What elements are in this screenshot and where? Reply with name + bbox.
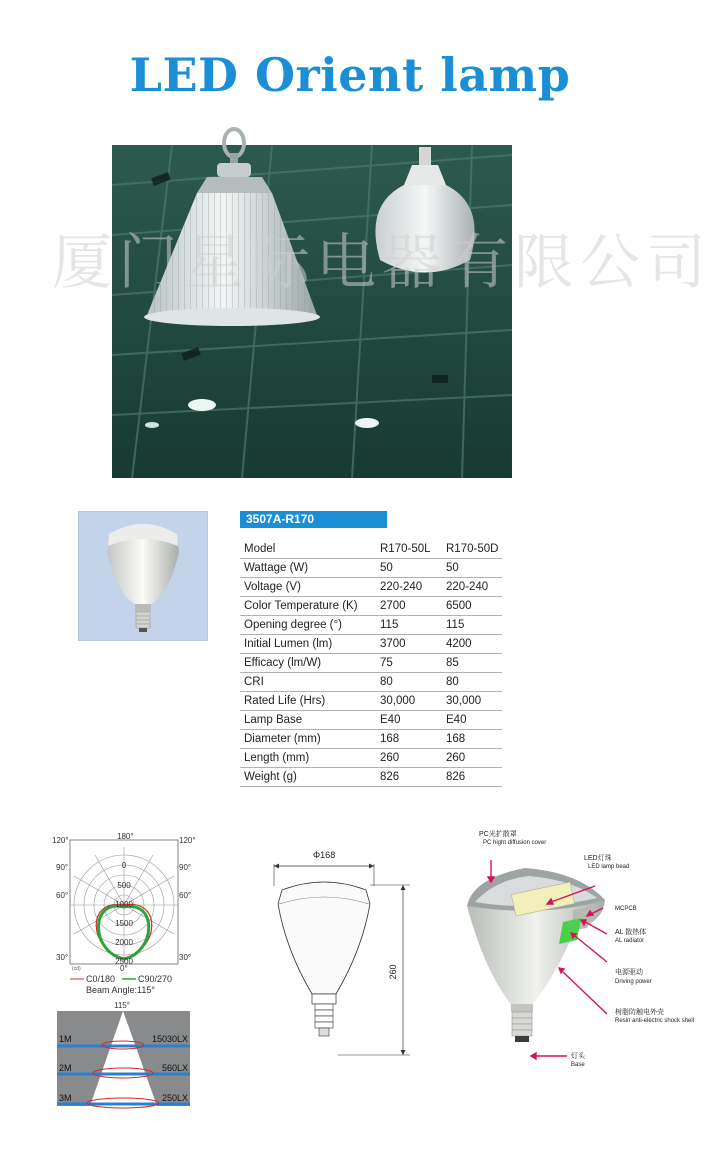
table-row <box>240 578 502 597</box>
part-label-en: Resin anti-electric shock shell <box>615 1018 695 1024</box>
spec-label-cell: Wattage (W) <box>240 559 376 578</box>
table-row <box>240 730 502 749</box>
part-label-cn: 灯头 <box>571 1053 585 1060</box>
spec-value-cell: 85 <box>442 654 502 673</box>
distance-label: 2M <box>59 1063 72 1073</box>
spec-value-cell: 826 <box>442 768 502 787</box>
legend-c90-label: C90/270 <box>138 974 173 984</box>
part-label-en: AL radiator <box>615 938 645 944</box>
radial-label: 500 <box>117 881 131 890</box>
table-header-cell: R170-50D <box>442 540 502 559</box>
spec-table-body <box>240 540 502 787</box>
spec-label-cell: Weight (g) <box>240 768 376 787</box>
table-row <box>240 692 502 711</box>
exploded-view <box>455 826 695 1076</box>
part-label-en: LED lamp bead <box>588 864 630 870</box>
radial-label: 0 <box>121 861 127 870</box>
table-header-cell: Model <box>240 540 376 559</box>
spec-label-cell: Diameter (mm) <box>240 730 376 749</box>
watermark-text: 厦门星际电器有限公司 <box>52 228 712 298</box>
part-label-cn: AL 散热体 <box>615 929 647 936</box>
angle-label: 180° <box>117 832 134 841</box>
spec-table <box>240 540 502 787</box>
spec-label-cell: CRI <box>240 673 376 692</box>
spec-label-cell: Initial Lumen (lm) <box>240 635 376 654</box>
spec-value-cell: 115 <box>442 616 502 635</box>
part-label-en: PC hight diffusion cover <box>483 840 547 846</box>
angle-label: 90° <box>56 863 69 872</box>
radial-label: 1500 <box>115 919 133 928</box>
page-title: LED Orient lamp <box>129 48 571 102</box>
spec-value-cell: 115 <box>376 616 442 635</box>
light-distribution-chart <box>50 832 200 1002</box>
spec-value-cell: 168 <box>376 730 442 749</box>
illuminance-diagram <box>57 1000 190 1108</box>
spec-label-cell: Lamp Base <box>240 711 376 730</box>
beam-angle-value: 115° <box>114 1001 130 1010</box>
part-label-cn: 树脂防触电外壳 <box>615 1009 664 1016</box>
table-row <box>240 559 502 578</box>
warehouse-photo-illustration <box>112 145 512 478</box>
spec-value-cell: 220-240 <box>376 578 442 597</box>
spec-label-cell: Color Temperature (K) <box>240 597 376 616</box>
spec-value-cell: 50 <box>442 559 502 578</box>
spec-value-cell: 50 <box>376 559 442 578</box>
table-row <box>240 768 502 787</box>
legend-c0-label: C0/180 <box>86 974 116 984</box>
beam-angle-label: Beam Angle:115° <box>86 985 155 995</box>
length-label: 260 <box>388 964 398 980</box>
table-row <box>240 711 502 730</box>
part-label-cn: LED灯珠 <box>584 855 612 862</box>
angle-label: 120° <box>52 836 69 845</box>
spec-value-cell: 6500 <box>442 597 502 616</box>
spec-label-cell: Length (mm) <box>240 749 376 768</box>
table-row <box>240 654 502 673</box>
product-thumbnail <box>78 511 208 641</box>
angle-label: 0° <box>120 964 128 973</box>
spec-value-cell: 260 <box>376 749 442 768</box>
spec-value-cell: 80 <box>376 673 442 692</box>
bulb-illustration <box>79 512 207 640</box>
angle-label: 30° <box>179 953 192 962</box>
angle-label: 60° <box>56 891 69 900</box>
table-header-cell: R170-50L <box>376 540 442 559</box>
model-number-header: 3507A-R170 <box>240 511 387 528</box>
table-row <box>240 749 502 768</box>
spec-label-cell: Voltage (V) <box>240 578 376 597</box>
angle-label: 120° <box>179 836 196 845</box>
part-label-cn: 电源驱动 <box>615 969 643 976</box>
dimension-svg <box>262 846 422 1061</box>
part-label-en: MCPCB <box>615 906 637 912</box>
spec-value-cell: 2700 <box>376 597 442 616</box>
distance-label: 3M <box>59 1093 72 1103</box>
lux-label: 15030LX <box>151 1034 188 1044</box>
table-row <box>240 616 502 635</box>
part-label-cn: PC光扩散罩 <box>479 831 517 838</box>
spec-value-cell: 260 <box>442 749 502 768</box>
radial-label: 2500 <box>115 957 133 966</box>
table-row <box>240 597 502 616</box>
lux-label: 560LX <box>161 1063 188 1073</box>
polar-chart-svg <box>50 832 200 1002</box>
hero-photo <box>112 145 512 478</box>
angle-label: 90° <box>179 863 192 872</box>
radial-label: 1000 <box>115 900 133 909</box>
part-label-en: Base <box>571 1062 585 1068</box>
unit-label: (cd) <box>72 966 81 972</box>
table-row <box>240 635 502 654</box>
spec-label-cell: Rated Life (Hrs) <box>240 692 376 711</box>
distance-label: 1M <box>59 1034 72 1044</box>
spec-value-cell: 30,000 <box>376 692 442 711</box>
radial-label: 2000 <box>115 938 133 947</box>
spec-value-cell: 75 <box>376 654 442 673</box>
spec-value-cell: 4200 <box>442 635 502 654</box>
part-label-en: Driving power <box>615 979 652 985</box>
table-row <box>240 673 502 692</box>
angle-label: 60° <box>179 891 192 900</box>
spec-label-cell: Opening degree (°) <box>240 616 376 635</box>
spec-label-cell: Efficacy (lm/W) <box>240 654 376 673</box>
spec-value-cell: 168 <box>442 730 502 749</box>
table-header-row <box>240 540 502 559</box>
spec-value-cell: E40 <box>442 711 502 730</box>
angle-label: 30° <box>56 953 69 962</box>
diameter-label: Φ168 <box>313 850 336 860</box>
spec-value-cell: 826 <box>376 768 442 787</box>
spec-value-cell: 80 <box>442 673 502 692</box>
spec-value-cell: 3700 <box>376 635 442 654</box>
spec-value-cell: 30,000 <box>442 692 502 711</box>
spec-value-cell: E40 <box>376 711 442 730</box>
dimension-drawing <box>262 846 422 1061</box>
spec-value-cell: 220-240 <box>442 578 502 597</box>
exploded-view-svg <box>455 826 695 1076</box>
illuminance-svg <box>57 1000 190 1108</box>
lux-label: 250LX <box>161 1093 188 1103</box>
